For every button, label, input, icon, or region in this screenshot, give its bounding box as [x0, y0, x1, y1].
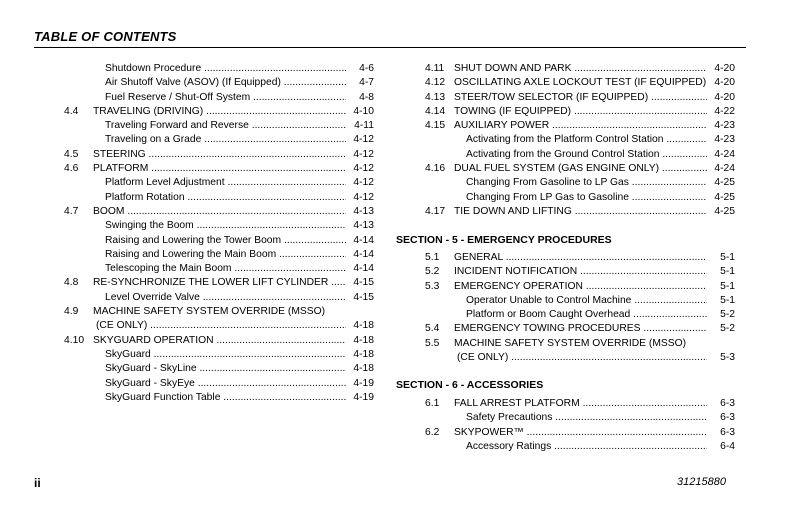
toc-entry [425, 351, 735, 365]
toc-entry-title: Level Override Valve ..... [105, 291, 346, 305]
toc-entry [64, 305, 374, 319]
toc-entry [425, 411, 735, 425]
toc-entry-page: 4-19 [351, 377, 374, 391]
toc-entry-page: 4-25 [712, 176, 735, 190]
toc-entry-title: EMERGENCY OPERATION ..... [454, 280, 707, 294]
toc-entry [64, 191, 374, 205]
toc-entry-title: SkyGuard - SkyLine ..... [105, 362, 346, 376]
toc-entry [425, 397, 735, 411]
toc-entry [425, 148, 735, 162]
toc-entry [425, 440, 735, 454]
toc-entry [64, 291, 374, 305]
toc-entry-title: Platform Rotation ..... [105, 191, 346, 205]
toc-entry [64, 377, 374, 391]
toc-entry-number: 4.16 [425, 163, 446, 175]
toc-entry-title: SkyGuard ..... [105, 348, 346, 362]
toc-entry-page: 5-1 [718, 280, 735, 294]
toc-entry-page: 5-1 [718, 251, 735, 265]
toc-entry-page: 4-12 [351, 191, 374, 205]
toc-entry-number: 5.1 [425, 252, 440, 263]
section-6-heading: SECTION - 6 - ACCESSORIES [396, 379, 544, 391]
toc-entry-page: 4-20 [712, 62, 735, 76]
toc-entry-title: PLATFORM ..... [93, 162, 346, 176]
toc-entry-number: 5.5 [425, 337, 440, 349]
toc-entry-number: 4.6 [64, 163, 79, 175]
toc-entry-page: 4-12 [351, 148, 374, 162]
toc-left-column [64, 62, 374, 405]
toc-entry [425, 133, 735, 147]
toc-entry-number: 5.3 [425, 280, 440, 292]
toc-entry-title: Swinging the Boom ..... [105, 219, 346, 233]
toc-entry-page: 6-4 [718, 440, 735, 454]
toc-entry-title: Raising and Lowering the Tower Boom ..... [105, 234, 346, 248]
toc-entry-number: 4.11 [425, 63, 445, 74]
toc-entry-page: 4-18 [351, 362, 374, 376]
toc-entry-page: 4-18 [351, 319, 374, 333]
toc-entry-page: 4-11 [352, 119, 374, 133]
toc-entry-title: STEER/TOW SELECTOR (IF EQUIPPED) ..... [454, 91, 707, 105]
toc-entry-title: Fuel Reserve / Shut-Off System ..... [105, 91, 346, 105]
toc-entry [64, 391, 374, 405]
toc-entry-page: 4-13 [351, 219, 374, 233]
toc-entry-page: 4-24 [712, 162, 735, 176]
page-title: TABLE OF CONTENTS [34, 29, 177, 44]
toc-entry [425, 62, 735, 76]
toc-entry [64, 334, 374, 348]
toc-entry [425, 76, 735, 90]
toc-entry-number: 4.15 [425, 120, 446, 132]
toc-entry-title: Platform Level Adjustment ..... [105, 176, 346, 190]
toc-entry [64, 248, 374, 262]
toc-entry-title: Activating from the Ground Control Station ..... [466, 148, 707, 162]
section-5-heading: SECTION - 5 - EMERGENCY PROCEDURES [396, 234, 612, 246]
toc-entry [64, 105, 374, 119]
toc-entry [64, 262, 374, 276]
toc-entry-title: (CE ONLY) ..... [457, 351, 707, 365]
toc-entry-page: 4-15 [351, 276, 374, 290]
toc-entry-number: 4.7 [64, 205, 79, 217]
toc-entry [64, 62, 374, 76]
toc-entry-page: 4-15 [351, 291, 374, 305]
toc-entry-number: 4.8 [64, 277, 79, 289]
toc-entry-page: 4-10 [351, 105, 374, 119]
toc-entry-page: 5-2 [718, 322, 735, 336]
toc-entry-title: Accessory Ratings ..... [466, 440, 707, 454]
toc-entry-page: 5-1 [718, 294, 735, 308]
toc-entry-title: Platform or Boom Caught Overhead ..... [466, 308, 707, 322]
toc-entry-number: 4.4 [64, 105, 79, 117]
toc-entry-page: 4-14 [351, 248, 374, 262]
toc-entry-number: 4.13 [425, 91, 446, 103]
toc-entry-page: 4-12 [351, 162, 374, 176]
toc-entry-title: BOOM ..... [93, 205, 346, 219]
toc-entry-page: 6-3 [718, 397, 735, 411]
toc-entry [64, 91, 374, 105]
toc-entry-title: MACHINE SAFETY SYSTEM OVERRIDE (MSSO) [454, 337, 687, 349]
toc-entry [64, 148, 374, 162]
toc-entry-title: Changing From LP Gas to Gasoline ..... [466, 191, 707, 205]
toc-entry [425, 105, 735, 119]
toc-entry-number: 5.4 [425, 323, 440, 335]
toc-entry-number: 4.14 [425, 105, 446, 117]
toc-entry-number: 6.1 [425, 398, 440, 409]
toc-entry [425, 91, 735, 105]
toc-entry-title: Traveling Forward and Reverse ..... [105, 119, 346, 133]
toc-entry-number: 4.5 [64, 148, 79, 160]
toc-entry [425, 426, 735, 440]
toc-entry-title: TIE DOWN AND LIFTING ..... [454, 205, 707, 219]
toc-entry-title: SkyGuard - SkyEye ..... [105, 377, 346, 391]
toc-entry [425, 119, 735, 133]
toc-entry [425, 322, 735, 336]
toc-entry-title: TOWING (IF EQUIPPED) ..... [454, 105, 707, 119]
toc-entry-title: DUAL FUEL SYSTEM (GAS ENGINE ONLY) ..... [454, 162, 707, 176]
toc-entry-page: 4-25 [712, 205, 735, 219]
toc-entry-page: 5-2 [718, 308, 735, 322]
toc-entry-page: 4-14 [351, 234, 374, 248]
toc-entry-title: SHUT DOWN AND PARK ..... [454, 62, 707, 76]
document-number: 31215880 [677, 476, 726, 488]
toc-entry [64, 162, 374, 176]
toc-entry-page: 4-14 [351, 262, 374, 276]
toc-entry-title: Shutdown Procedure ..... [105, 62, 346, 76]
toc-entry [425, 191, 735, 205]
toc-entry-page: 4-22 [712, 105, 735, 119]
toc-entry [425, 294, 735, 308]
toc-entry [64, 362, 374, 376]
toc-entry-title: Air Shutoff Valve (ASOV) (If Equipped) ..... [105, 76, 346, 90]
toc-entry-number: 5.2 [425, 266, 440, 278]
toc-entry-page: 4-8 [357, 91, 374, 105]
toc-entry [425, 162, 735, 176]
toc-entry-page: 4-23 [712, 119, 735, 133]
toc-entry [425, 337, 735, 351]
toc-entry-title: Raising and Lowering the Main Boom ..... [105, 248, 346, 262]
toc-entry [64, 276, 374, 290]
toc-entry-title: (CE ONLY) ..... [96, 319, 346, 333]
toc-entry-number: 6.2 [425, 426, 440, 438]
toc-entry-number: 4.9 [64, 306, 79, 318]
page-number: ii [34, 476, 41, 490]
toc-entry-number: 4.12 [425, 77, 446, 89]
toc-entry [425, 265, 735, 279]
toc-entry-title: TRAVELING (DRIVING) ..... [93, 105, 346, 119]
toc-entry-page: 4-20 [712, 76, 735, 90]
toc-entry-number: 4.17 [425, 205, 446, 217]
toc-entry-page: 4-18 [351, 348, 374, 362]
toc-entry-title: MACHINE SAFETY SYSTEM OVERRIDE (MSSO) [93, 306, 326, 318]
toc-entry-title: EMERGENCY TOWING PROCEDURES ..... [454, 322, 707, 336]
toc-entry [64, 176, 374, 190]
toc-entry [64, 133, 374, 147]
toc-entry-page: 6-3 [718, 411, 735, 425]
toc-entry [425, 251, 735, 265]
toc-entry-title: Activating from the Platform Control Station ..... [466, 133, 707, 147]
toc-entry-page: 4-12 [351, 133, 374, 147]
toc-right-column-section4 [425, 62, 735, 219]
toc-entry-title: OSCILLATING AXLE LOCKOUT TEST (IF EQUIPPED) ..... [454, 76, 707, 90]
toc-entry-page: 4-23 [712, 133, 735, 147]
toc-entry-page: 4-25 [712, 191, 735, 205]
toc-entry-title: RE-SYNCHRONIZE THE LOWER LIFT CYLINDER ..... [93, 276, 346, 290]
toc-entry-page: 4-24 [712, 148, 735, 162]
toc-entry-page: 6-3 [718, 426, 735, 440]
toc-entry-page: 4-12 [351, 176, 374, 190]
toc-section-6 [425, 397, 735, 454]
toc-entry [64, 76, 374, 90]
toc-entry-page: 4-20 [712, 91, 735, 105]
toc-entry [425, 205, 735, 219]
toc-entry-page: 4-13 [351, 205, 374, 219]
toc-entry-title: SKYGUARD OPERATION ..... [93, 334, 346, 348]
toc-entry-number: 4.10 [64, 334, 85, 346]
toc-entry-title: AUXILIARY POWER ..... [454, 119, 707, 133]
toc-entry-page: 5-3 [718, 351, 735, 365]
toc-entry [64, 219, 374, 233]
toc-entry [425, 308, 735, 322]
toc-entry [64, 119, 374, 133]
toc-entry-page: 5-1 [718, 265, 735, 279]
toc-entry [425, 176, 735, 190]
toc-entry-title: FALL ARREST PLATFORM ..... [454, 397, 707, 411]
toc-entry-title: SKYPOWER™ ..... [454, 426, 707, 440]
toc-entry-page: 4-18 [351, 334, 374, 348]
toc-entry-title: GENERAL ..... [454, 251, 707, 265]
toc-entry-page: 4-19 [351, 391, 374, 405]
toc-entry-title: Changing From Gasoline to LP Gas ..... [466, 176, 707, 190]
toc-section-5 [425, 251, 735, 365]
toc-entry-title: Safety Precautions ..... [466, 411, 707, 425]
toc-entry-title: INCIDENT NOTIFICATION ..... [454, 265, 707, 279]
toc-entry-title: SkyGuard Function Table ..... [105, 391, 346, 405]
toc-entry [64, 205, 374, 219]
toc-entry-page: 4-7 [357, 76, 374, 90]
toc-entry-title: Operator Unable to Control Machine ..... [466, 294, 707, 308]
toc-entry-title: STEERING ..... [93, 148, 346, 162]
toc-entry [64, 234, 374, 248]
toc-entry [64, 319, 374, 333]
toc-entry [425, 280, 735, 294]
header-rule [34, 47, 746, 48]
toc-entry-page: 4-6 [357, 62, 374, 76]
toc-entry [64, 348, 374, 362]
toc-entry-title: Traveling on a Grade ..... [105, 133, 346, 147]
toc-entry-title: Telescoping the Main Boom ..... [105, 262, 346, 276]
